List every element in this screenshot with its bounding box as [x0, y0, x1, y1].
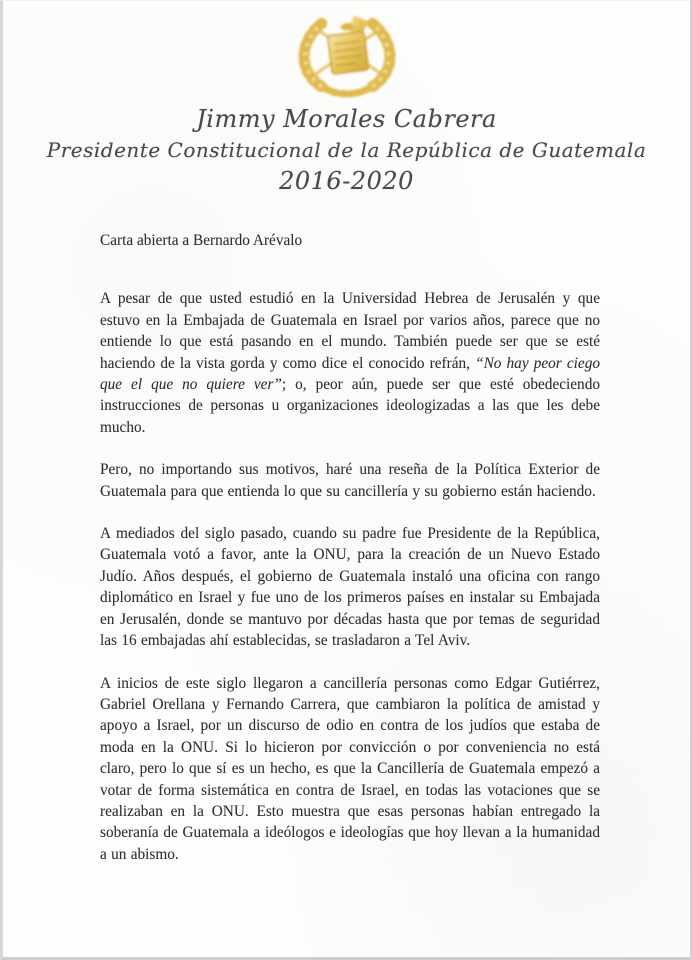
paragraph-2: Pero, no importando sus motivos, haré una reseña de la Política Exterior de Guatemala para que entienda lo que su cancillería y su gobierno están haciendo.: [100, 461, 600, 500]
guatemala-coat-of-arms-icon: [287, 11, 407, 99]
paragraph-1-continuation: ; o, peor aún, puede ser que esté obedeciendo instrucciones de personas u organizaciones ideologizadas a las que les debe mucho.: [100, 376, 600, 436]
refran-quote: “No hay peor ciego que el que no quiere ver”: [100, 354, 600, 394]
presidential-term: 2016-2020: [279, 167, 414, 195]
paragraph-4: A inicios de este siglo llegaron a cancillería personas como Edgar Gutiérrez, Gabriel Orellana y Fernando Carrera, que cambiaron la política de amistad y apoyo a Israel, por un discurso de odio en contra de los judíos que estaba de moda en la ONU. Si lo hicieron por convicción o por conveniencia no está claro, pero lo que sí es un hecho, es que la Cancillería de Guatemala empezó a votar de forma sistemática en contra de Israel, en todas las votaciones que se realizaban en la ONU. Esto muestra que esas personas habían entregado la soberanía de Guatemala a ideólogos e ideologías que hoy llevan a la humanidad a un abismo.: [100, 674, 600, 863]
sender-name: Jimmy Morales Cabrera: [196, 105, 497, 133]
letter-body: [100, 230, 600, 886]
paragraph-1-text: A pesar de que usted estudió en la Universidad Hebrea de Jerusalén y que estuvo en la Embajada de Guatemala en Israel por varios años, parece que no entiende lo que está pasando en el mundo. También puede ser que se esté haciendo de la vista gorda y como dice el conocido refrán,: [100, 290, 600, 372]
letterhead: [3, 11, 690, 197]
paragraph-1: [100, 288, 600, 438]
letter-subject: Carta abierta a Bernardo Arévalo: [100, 232, 303, 249]
sender-title: Presidente Constitucional de la República de Guatemala: [46, 138, 647, 162]
paragraph-3: A mediados del siglo pasado, cuando su padre fue Presidente de la República, Guatemala votó a favor, ante la ONU, para la creación de un Nuevo Estado Judío. Años después, el gobierno de Guatemala instaló una oficina con rango diplomático en Israel y fue uno de los primeros países en instalar su Embajada en Jerusalén, donde se mantuvo por décadas hasta que por temas de seguridad las 16 embajadas ahí establecidas, se trasladaron a Tel Aviv.: [100, 525, 600, 650]
